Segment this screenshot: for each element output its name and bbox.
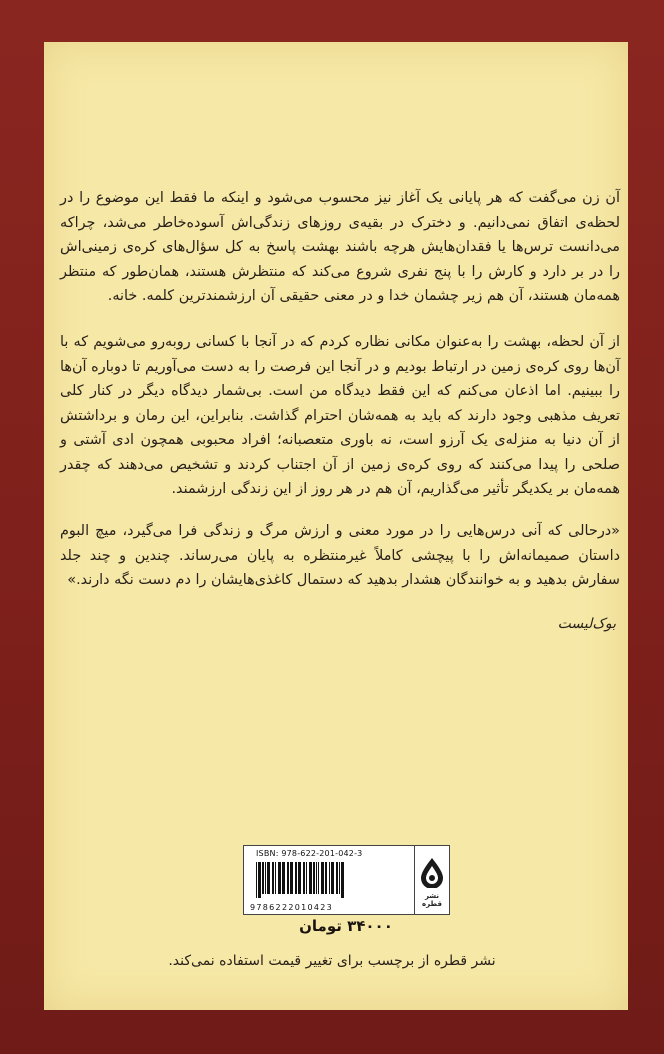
barcode-digits: 9786222010423 [250, 903, 334, 912]
barcode-bar [336, 862, 338, 894]
barcode-bar [272, 862, 274, 894]
review-source: بوک‌لیست [557, 616, 616, 632]
barcode-bar [298, 862, 301, 894]
barcode-bar [339, 862, 340, 894]
price-note: نشر قطره از برچسب برای تغییر قیمت استفاده نمی‌کند. [168, 953, 496, 969]
barcode-bar [313, 862, 315, 894]
blurb-paragraph-1: آن زن می‌گفت که هر پایانی یک آغاز نیز محسوب می‌شود و اینکه ما فقط این موضوع را در لحظه‌ی اتفاق نمی‌دانیم. و دخترک در بقیه‌ی روزهای زندگی‌اش آسوده‌خاطر می‌شد، چراکه می‌دانست ترس‌ها یا فقدان‌هایش هرچه باشند بهشت پاسخ به کل سؤال‌های کره‌ی زمینی‌اش را در بر دارد و کارش را با پنج نفری شروع می‌کند که منتظرش هستند، همان‌طور که منتظر همه‌مان هستند، آن هم زیر چشمان خدا و در معنی حقیقی آن ارزشمندترین کلمه. خانه. [60, 190, 620, 304]
barcode-bar [265, 862, 266, 894]
blurb-paragraph-2: از آن لحظه، بهشت را به‌عنوان مکانی نظاره کردم که در آنجا با کسانی روبه‌رو می‌شویم که با آن‌ها روی کره‌ی زمین در ارتباط بودیم و در آنجا این فرصت را به دست می‌آوریم تا دوباره آن‌ها را ببینیم. اما اذعان می‌کنم که این فقط دیدگاه من است. بی‌شمار دیدگاه دیگر در کنار کلی تعریف مذهبی وجود دارند که باید به همه‌شان احترام گذاشت. بنابراین، این رمان و برداشتش از آن دنیا به منزله‌ی یک آرزو است، نه باوری متعصبانه؛ افراد محبوبی همچون ادی آشتی و صلحی را پیدا می‌کنند که روی کره‌ی زمین از آن اجتناب کردند و تشخیص می‌دهند که چقدر همه‌مان بر یکدیگر تأثیر می‌گذاریم، آن هم در هر روز از این زندگی ارزشمند. [60, 334, 620, 497]
barcode-bar [316, 862, 317, 894]
publisher-drop-logo-icon [418, 856, 446, 888]
barcode-bar [290, 862, 293, 894]
barcode-bar [331, 862, 334, 894]
barcode-bar [262, 862, 264, 894]
review-quote: «درحالی که آنی درس‌هایی را در مورد معنی و ارزش مرگ و زندگی فرا می‌گیرد، میچ البوم داستان صمیمانه‌اش را با پیچشی کاملاً غیرمنتظره به پایان می‌رساند. چندین و چند جلد سفارش بدهید و به خوانندگان هشدار بدهید که دستمال کاغذی‌هایشان را دم دست نگه دارند.» [60, 523, 620, 588]
publisher-name: نشر قطره [422, 892, 442, 908]
barcode-bar [318, 862, 319, 894]
barcode-bar [341, 862, 344, 898]
barcode-bar [306, 862, 307, 894]
barcode-bar [295, 862, 297, 894]
barcode-bar [287, 862, 289, 894]
barcode-bar [267, 862, 270, 894]
price-label: ۳۴۰۰۰ تومان [299, 917, 393, 935]
barcode-bar [329, 862, 330, 894]
barcode-bar [309, 862, 312, 894]
isbn-label: ISBN: 978-622-201-042-3 [256, 849, 363, 858]
barcode-bar [256, 862, 257, 898]
barcode-bar [303, 862, 305, 894]
barcode-bar [275, 862, 276, 894]
barcode-bar [321, 862, 324, 894]
publisher-logo [415, 845, 450, 915]
barcode-bar [325, 862, 327, 894]
barcode-bars-icon [254, 862, 404, 898]
barcode-bar [278, 862, 281, 894]
isbn-barcode [243, 845, 415, 915]
barcode-bar [282, 862, 285, 894]
barcode-bar [258, 862, 261, 898]
